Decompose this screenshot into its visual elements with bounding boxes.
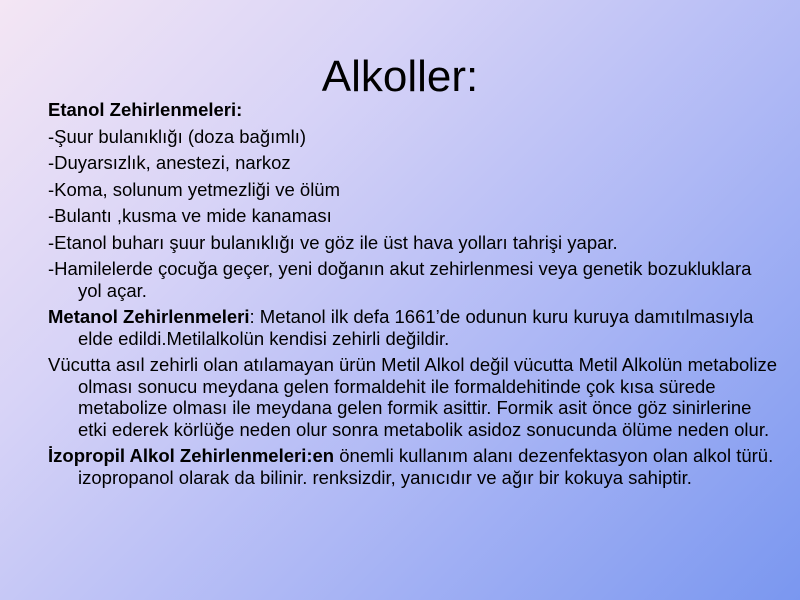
etanol-item: -Duyarsızlık, anestezi, narkoz — [48, 152, 291, 173]
metanol-text: : Metanol ilk defa 1661’de odunun kuru kuruya damıtılmasıyla elde edildi.Metilalkolün kendisi zehirli değildir. — [78, 306, 754, 349]
etanol-item: -Şuur bulanıklığı (doza bağımlı) — [48, 125, 307, 147]
etanol-item: -Koma, solunum yetmezliği ve ölüm — [48, 178, 340, 200]
etanol-item: -Etanol buharı şuur bulanıklığı ve göz ile üst hava yolları tahrişi yapar. — [48, 231, 618, 253]
izopropil-paragraph — [48, 445, 778, 488]
etanol-heading: Etanol Zehirlenmeleri: — [48, 99, 243, 120]
izopropil-text: önemli kullanım alanı dezenfektasyon olan alkol türü. — [334, 445, 774, 466]
metabolism-paragraph: Vücutta asıl zehirli olan atılamayan ürün Metil Alkol değil vücutta Metil Alkolün metabolize olması sonucu meydana gelen formaldehit ile formaldehitinde çok kısa sürede metabolize olması ile meydana gelen formik asittir. Formik asit önce göz sinirlerine etki ederek körlüğe neden olur sonra metabolik asidoz sonucunda ölüme neden olur. — [48, 354, 778, 440]
slide-body — [48, 99, 778, 493]
metanol-paragraph — [48, 306, 778, 349]
izopropil-heading: İzopropil Alkol Zehirlenmeleri:en — [48, 445, 335, 466]
etanol-item: -Bulantı ,kusma ve mide kanaması — [48, 205, 332, 226]
slide-title: Alkoller: — [321, 52, 479, 101]
etanol-item: -Hamilelerde çocuğa geçer, yeni doğanın akut zehirlenmesi veya genetik bozukluklara yol açar. — [48, 258, 752, 301]
izopropil-continuation: izopropanol olarak da bilinir. renksizdir, yanıcıdır ve ağır bir kokuya sahiptir. — [78, 466, 692, 488]
metanol-heading: Metanol Zehirlenmeleri — [48, 306, 250, 327]
